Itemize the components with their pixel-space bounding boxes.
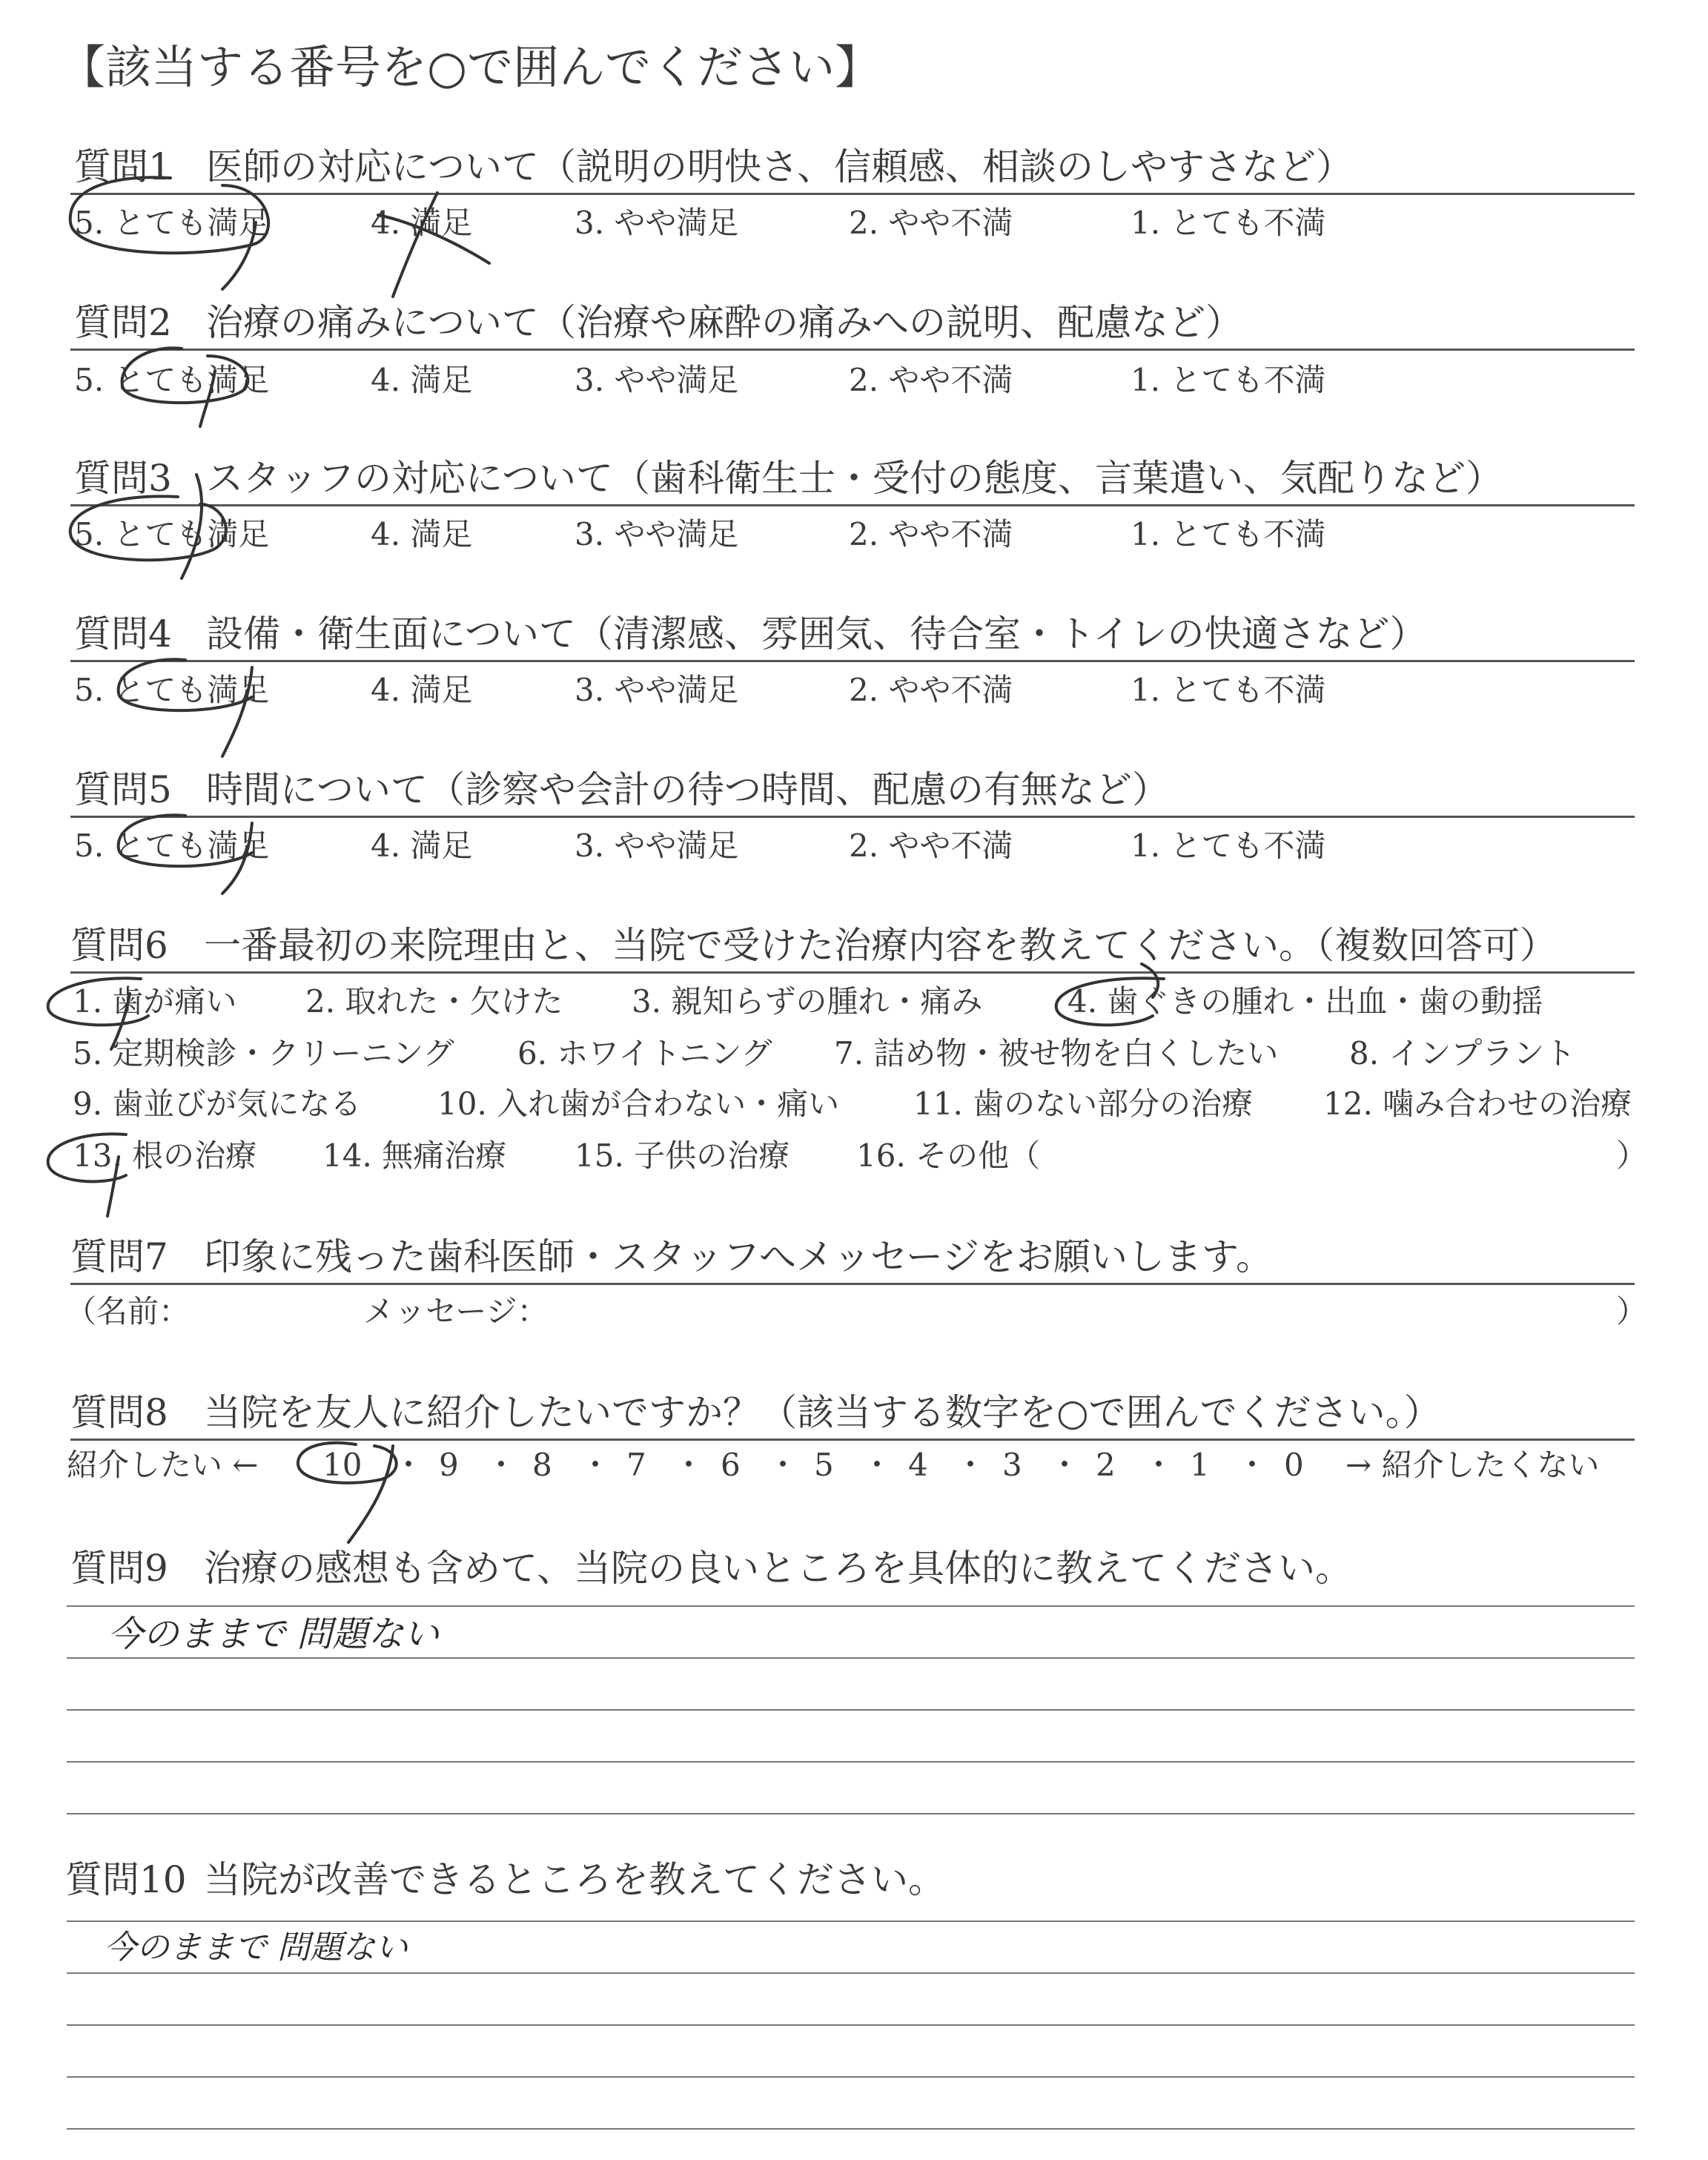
page-title: 【該当する番号を○で囲んでください】 <box>59 40 881 94</box>
q6-close-paren: ） <box>1616 1137 1648 1174</box>
q10-answer-line <box>67 1972 1635 1974</box>
q4-option-3[interactable]: 3. やや満足 <box>575 672 739 708</box>
q2-label: 質問2 <box>74 301 172 344</box>
q8-number-6[interactable]: 6 <box>721 1447 741 1483</box>
q3-label: 質問3 <box>74 457 172 500</box>
q4-option-1[interactable]: 1. とても不満 <box>1131 672 1326 708</box>
q10-label: 質問10 <box>65 1858 187 1901</box>
q6-option-13[interactable]: 13. 根の治療 <box>73 1137 257 1174</box>
q8-rule <box>70 1439 1635 1441</box>
q2-rule <box>70 349 1635 351</box>
q6-option-3[interactable]: 3. 親知らずの腫れ・痛み <box>632 983 983 1020</box>
q8-number-4[interactable]: 4 <box>908 1447 928 1483</box>
q7-message-label: メッセージ： <box>363 1293 549 1330</box>
q5-label: 質問5 <box>74 768 172 811</box>
q8-number-5[interactable]: 5 <box>814 1447 834 1483</box>
q1-option-1[interactable]: 1. とても不満 <box>1131 205 1326 241</box>
q2-option-1[interactable]: 1. とても不満 <box>1131 362 1326 398</box>
q1-label: 質問1 <box>74 145 172 188</box>
q3-option-3[interactable]: 3. やや満足 <box>575 516 739 552</box>
q9-answer-line <box>67 1709 1635 1711</box>
q5-rule <box>70 816 1635 818</box>
q8-separator: ・ <box>955 1447 987 1483</box>
q8-separator: ・ <box>673 1447 705 1483</box>
q8-separator: ・ <box>486 1447 517 1483</box>
q6-option-8[interactable]: 8. インプラント <box>1349 1035 1576 1071</box>
q1-rule <box>70 193 1635 195</box>
q10-text: 当院が改善できるところを教えてください。 <box>204 1858 945 1901</box>
q8-separator: ・ <box>861 1447 893 1483</box>
q3-option-2[interactable]: 2. やや不満 <box>849 516 1013 552</box>
q6-option-6[interactable]: 6. ホワイトニング <box>517 1035 772 1071</box>
q3-option-1[interactable]: 1. とても不満 <box>1131 516 1326 552</box>
q4-text: 設備・衛生面について（清潔感、雰囲気、待合室・トイレの快適さなど） <box>206 612 1427 655</box>
q8-number-8[interactable]: 8 <box>532 1447 552 1483</box>
q5-option-3[interactable]: 3. やや満足 <box>575 828 739 864</box>
q6-option-7[interactable]: 7. 詰め物・被せ物を白くしたい <box>834 1035 1279 1071</box>
q6-option-1[interactable]: 1. 歯が痛い <box>73 983 237 1020</box>
q8-separator: ・ <box>1049 1447 1081 1483</box>
q5-option-4[interactable]: 4. 満足 <box>371 828 473 864</box>
q4-option-4[interactable]: 4. 満足 <box>371 672 473 708</box>
q1-option-2[interactable]: 2. やや不満 <box>849 205 1013 241</box>
q6-option-16[interactable]: 16. その他（ <box>856 1137 1041 1174</box>
q2-text: 治療の痛みについて（治療や麻酔の痛みへの説明、配慮など） <box>206 301 1242 344</box>
q8-separator: ・ <box>767 1447 799 1483</box>
q8-left-label: 紹介したい ← <box>67 1447 259 1483</box>
q9-answer-line <box>67 1605 1635 1607</box>
q7-close-paren: ） <box>1616 1293 1648 1330</box>
q8-separator: ・ <box>1143 1447 1175 1483</box>
q6-text: 一番最初の来院理由と、当院で受けた治療内容を教えてください。（複数回答可） <box>204 924 1557 967</box>
q6-option-9[interactable]: 9. 歯並びが気になる <box>73 1086 362 1122</box>
q5-option-1[interactable]: 1. とても不満 <box>1131 828 1326 864</box>
q8-separator: ・ <box>1237 1447 1268 1483</box>
q10-answer-line <box>67 2076 1635 2078</box>
q9-handwritten-answer[interactable]: 今のままで 問題ない <box>107 1614 440 1655</box>
q8-number-9[interactable]: 9 <box>439 1447 459 1483</box>
q5-text: 時間について（診察や会計の待つ時間、配慮の有無など） <box>206 768 1169 811</box>
q8-number-2[interactable]: 2 <box>1096 1447 1116 1483</box>
q9-text: 治療の感想も含めて、当院の良いところを具体的に教えてください。 <box>204 1547 1352 1590</box>
q1-option-5[interactable]: 5. とても満足 <box>74 205 270 241</box>
q6-option-11[interactable]: 11. 歯のない部分の治療 <box>913 1086 1254 1122</box>
q10-handwritten-answer[interactable]: 今のままで 問題ない <box>104 1929 408 1966</box>
q1-option-3[interactable]: 3. やや満足 <box>575 205 739 241</box>
q5-option-2[interactable]: 2. やや不満 <box>849 828 1013 864</box>
q7-label: 質問7 <box>70 1235 168 1278</box>
q10-answer-line <box>67 2024 1635 2026</box>
q2-option-2[interactable]: 2. やや不満 <box>849 362 1013 398</box>
q4-rule <box>70 660 1635 662</box>
q4-option-5[interactable]: 5. とても満足 <box>74 672 270 708</box>
q2-option-3[interactable]: 3. やや満足 <box>575 362 739 398</box>
q7-rule <box>70 1283 1635 1285</box>
q8-number-7[interactable]: 7 <box>626 1447 646 1483</box>
q6-option-15[interactable]: 15. 子供の治療 <box>575 1137 790 1174</box>
q10-answer-line <box>67 2128 1635 2130</box>
q2-option-5[interactable]: 5. とても満足 <box>74 362 270 398</box>
q8-right-label: → 紹介したくない <box>1345 1447 1600 1483</box>
q5-option-5[interactable]: 5. とても満足 <box>74 828 270 864</box>
q9-label: 質問9 <box>70 1547 168 1590</box>
q6-option-2[interactable]: 2. 取れた・欠けた <box>305 983 563 1020</box>
q8-text: 当院を友人に紹介したいですか？（該当する数字を○で囲んでください。） <box>204 1391 1441 1434</box>
q3-option-5[interactable]: 5. とても満足 <box>74 516 270 552</box>
q9-answer-line <box>67 1657 1635 1659</box>
q4-label: 質問4 <box>74 612 172 655</box>
q8-separator: ・ <box>580 1447 612 1483</box>
q8-separator: ・ <box>393 1447 425 1483</box>
q6-rule <box>70 971 1635 974</box>
q9-answer-line <box>67 1761 1635 1763</box>
q8-label: 質問8 <box>70 1391 168 1434</box>
q6-option-10[interactable]: 10. 入れ歯が合わない・痛い <box>437 1086 840 1122</box>
q8-number-1[interactable]: 1 <box>1190 1447 1210 1483</box>
q6-option-12[interactable]: 12. 噛み合わせの治療 <box>1323 1086 1632 1122</box>
q1-option-4[interactable]: 4. 満足 <box>371 205 473 241</box>
q3-rule <box>70 504 1635 506</box>
q6-label: 質問6 <box>70 924 168 967</box>
q10-answer-line <box>67 1920 1635 1922</box>
q1-text: 医師の対応について（説明の明快さ、信頼感、相談のしやすさなど） <box>206 145 1353 188</box>
q7-name-label: （名前： <box>65 1293 191 1330</box>
q6-option-14[interactable]: 14. 無痛治療 <box>322 1137 507 1174</box>
q6-option-5[interactable]: 5. 定期検診・クリーニング <box>73 1035 454 1071</box>
q8-number-10[interactable]: 10 <box>322 1447 363 1483</box>
q2-option-4[interactable]: 4. 満足 <box>371 362 473 398</box>
q7-text: 印象に残った歯科医師・スタッフへメッセージをお願いします。 <box>204 1235 1273 1278</box>
q6-option-4[interactable]: 4. 歯ぐきの腫れ・出血・歯の動揺 <box>1068 983 1543 1020</box>
q8-number-3[interactable]: 3 <box>1002 1447 1022 1483</box>
q3-option-4[interactable]: 4. 満足 <box>371 516 473 552</box>
q3-text: スタッフの対応について（歯科衛生士・受付の態度、言葉遣い、気配りなど） <box>206 457 1503 500</box>
q8-number-0[interactable]: 0 <box>1284 1447 1304 1483</box>
q9-answer-line <box>67 1813 1635 1814</box>
q4-option-2[interactable]: 2. やや不満 <box>849 672 1013 708</box>
